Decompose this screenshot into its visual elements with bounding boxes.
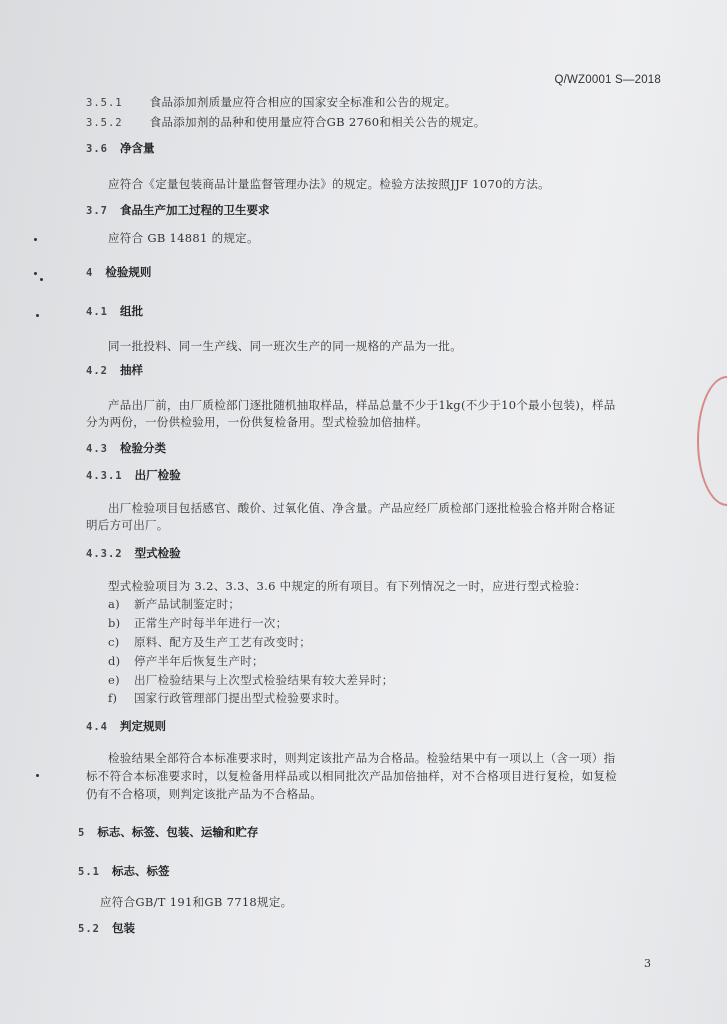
paragraph: 同一批投料、同一生产线、同一班次生产的同一规格的产品为一批。 xyxy=(108,339,462,353)
heading-title: 型式检验 xyxy=(134,546,181,560)
paragraph: 应符合GB/T 191和GB 7718规定。 xyxy=(100,895,293,909)
heading-number: 5.1 xyxy=(78,866,100,878)
heading-5-1 xyxy=(78,863,169,880)
paragraph: 产品出厂前，由厂质检部门逐批随机抽取样品，样品总量不少于1kg(不少于10个最小包装)，样品 xyxy=(108,398,616,412)
list-marker: f) xyxy=(108,691,118,705)
list-text: 出厂检验结果与上次型式检验结果有较大差异时； xyxy=(134,673,394,687)
heading-5 xyxy=(78,824,258,841)
heading-4-4 xyxy=(86,718,166,735)
paragraph-continuation: 分为两份，一份供检验用，一份供复检备用。型式检验加倍抽样。 xyxy=(86,415,429,429)
heading-4 xyxy=(86,264,151,281)
paragraph: 检验结果全部符合本标准要求时，则判定该批产品为合格品。检验结果中有一项以上（含一项）指 xyxy=(108,751,616,765)
clause-number: 3.5.1 xyxy=(86,97,123,109)
clause-number: 3.5.2 xyxy=(86,117,123,129)
heading-number: 4.3.1 xyxy=(86,470,123,482)
list-text: 正常生产时每半年进行一次； xyxy=(134,616,288,630)
heading-title: 抽样 xyxy=(119,363,143,377)
clause-3-5-2 xyxy=(86,114,486,131)
heading-number: 4.1 xyxy=(86,306,108,318)
heading-number: 4.3.2 xyxy=(86,548,123,560)
list-text: 国家行政管理部门提出型式检验要求时。 xyxy=(134,691,347,705)
paragraph: 应符合《定量包装商品计量监督管理办法》的规定。检验方法按照JJF 1070的方法。 xyxy=(108,177,550,191)
list-text: 新产品试制鉴定时； xyxy=(134,597,241,611)
heading-3-7 xyxy=(86,202,269,219)
heading-title: 检验分类 xyxy=(119,441,166,455)
heading-5-2 xyxy=(78,920,135,937)
heading-number: 3.7 xyxy=(86,205,108,217)
list-item xyxy=(108,690,346,706)
heading-number: 5 xyxy=(78,827,86,839)
scan-speck xyxy=(36,314,39,317)
paragraph-continuation: 标不符合本标准要求时，以复检备用样品或以相同批次产品加倍抽样，对不合格项目进行复检，如复检 xyxy=(86,769,617,783)
list-item xyxy=(108,634,311,650)
list-item xyxy=(108,596,240,612)
list-item xyxy=(108,653,264,669)
paragraph-continuation: 明后方可出厂。 xyxy=(86,518,169,532)
list-marker: c) xyxy=(108,635,120,649)
heading-number: 4.4 xyxy=(86,721,108,733)
heading-title: 出厂检验 xyxy=(134,468,181,482)
heading-title: 净含量 xyxy=(119,141,155,155)
list-item xyxy=(108,615,287,631)
heading-title: 判定规则 xyxy=(119,719,166,733)
page-number: 3 xyxy=(644,957,651,970)
list-marker: e) xyxy=(108,673,120,687)
clause-text: 食品添加剂质量应符合相应的国家安全标准和公告的规定。 xyxy=(149,95,457,109)
clause-text: 食品添加剂的品种和使用量应符合GB 2760和相关公告的规定。 xyxy=(149,115,486,129)
document-code: Q/WZ0001 S—2018 xyxy=(554,74,661,86)
heading-number: 3.6 xyxy=(86,143,108,155)
scan-speck xyxy=(36,774,39,777)
heading-4-3-2 xyxy=(86,545,181,562)
list-text: 原料、配方及生产工艺有改变时； xyxy=(134,635,311,649)
heading-number: 4.2 xyxy=(86,365,108,377)
clause-3-5-1 xyxy=(86,94,456,111)
paragraph: 应符合 GB 14881 的规定。 xyxy=(108,231,259,245)
heading-4-1 xyxy=(86,303,143,320)
heading-4-2 xyxy=(86,362,143,379)
heading-title: 包装 xyxy=(111,921,135,935)
scan-speck xyxy=(40,278,43,281)
heading-title: 食品生产加工过程的卫生要求 xyxy=(119,203,270,217)
paragraph: 型式检验项目为 3.2、3.3、3.6 中规定的所有项目。有下列情况之一时，应进行型式检验： xyxy=(108,579,587,593)
paragraph-continuation: 仍有不合格项，则判定该批产品为不合格品。 xyxy=(86,787,322,801)
scan-speck xyxy=(34,238,37,241)
scan-speck xyxy=(34,272,37,275)
heading-3-6 xyxy=(86,140,154,157)
list-marker: d) xyxy=(108,654,121,668)
paragraph: 出厂检验项目包括感官、酸价、过氧化值、净含量。产品应经厂质检部门逐批检验合格并附合格证 xyxy=(108,501,616,515)
heading-title: 组批 xyxy=(119,304,143,318)
list-item xyxy=(108,672,394,688)
heading-number: 4 xyxy=(86,267,94,279)
heading-title: 标志、标签 xyxy=(111,864,170,878)
heading-title: 检验规则 xyxy=(105,265,152,279)
heading-title: 标志、标签、包装、运输和贮存 xyxy=(97,825,259,839)
heading-number: 4.3 xyxy=(86,443,108,455)
list-marker: b) xyxy=(108,616,121,630)
heading-4-3-1 xyxy=(86,467,181,484)
heading-number: 5.2 xyxy=(78,923,100,935)
list-marker: a) xyxy=(108,597,120,611)
heading-4-3 xyxy=(86,440,166,457)
inspection-stamp xyxy=(697,376,727,506)
list-text: 停产半年后恢复生产时； xyxy=(134,654,264,668)
